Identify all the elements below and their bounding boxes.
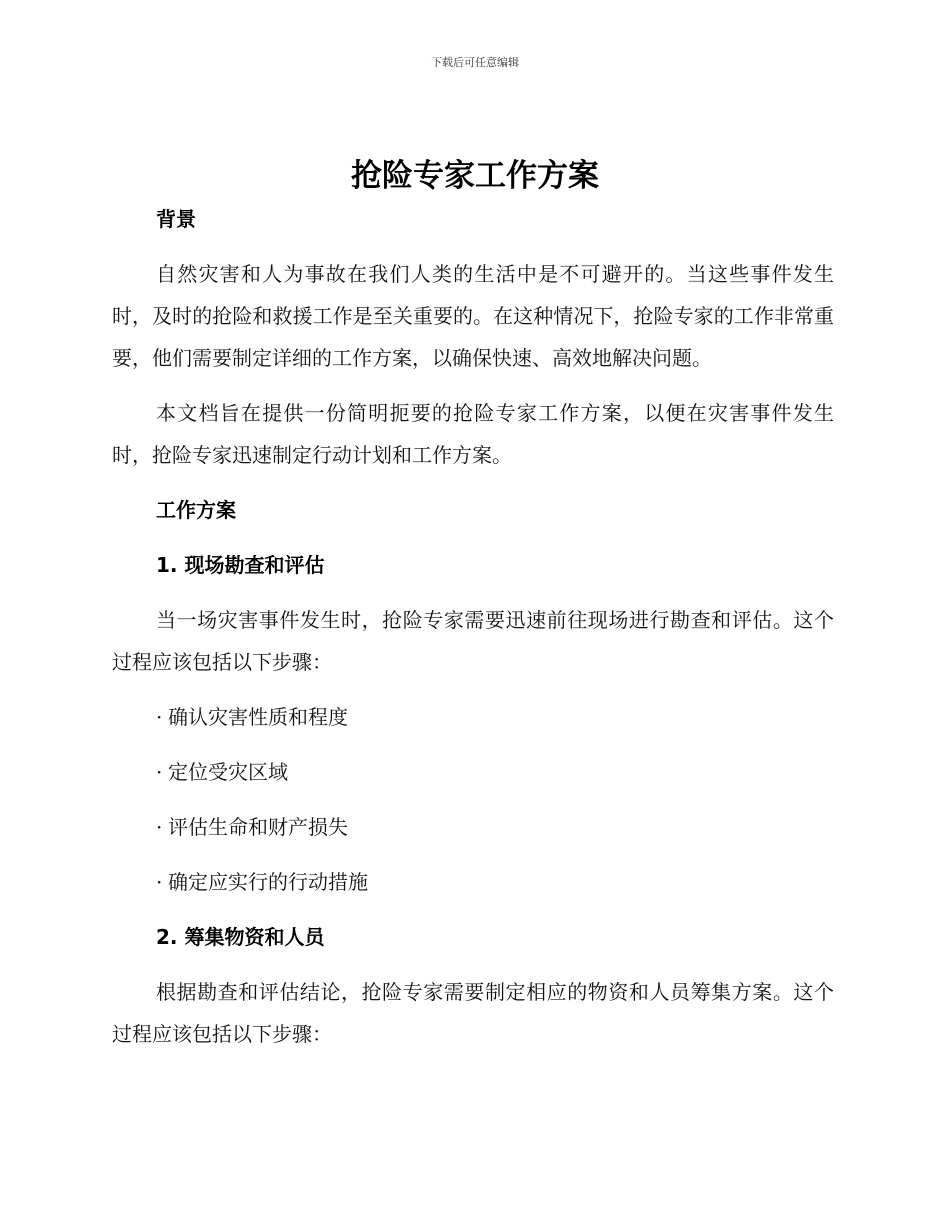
subsection-heading-survey: 1. 现场勘查和评估 <box>156 553 325 577</box>
section-heading-work-plan: 工作方案 <box>156 498 236 522</box>
section-heading-background: 背景 <box>156 207 196 231</box>
list-item <box>112 861 834 903</box>
paragraph-supplies: 根据勘查和评估结论，抢险专家需要制定相应的物资和人员筹集方案。这个过程应该包括以下步骤： <box>112 980 834 1046</box>
paragraph-survey: 当一场灾害事件发生时，抢险专家需要迅速前往现场进行勘查和评估。这个过程应该包括以下步骤： <box>112 608 834 674</box>
bullet-marker: · <box>156 760 163 784</box>
bullet-marker: · <box>156 815 163 839</box>
list-item <box>112 806 834 848</box>
list-item <box>112 751 834 793</box>
subsection-heading-supplies: 2. 筹集物资和人员 <box>156 925 325 949</box>
bullet-marker: · <box>156 870 163 894</box>
list-item-text: 确定应实行的行动措施 <box>168 870 368 894</box>
list-item-text: 评估生命和财产损失 <box>168 815 348 839</box>
list-item-text: 确认灾害性质和程度 <box>168 705 348 729</box>
header-note: 下载后可任意编辑 <box>431 56 519 69</box>
list-item <box>112 696 834 738</box>
paragraph-background-2: 本文档旨在提供一份简明扼要的抢险专家工作方案，以便在灾害事件发生时，抢险专家迅速制定行动计划和工作方案。 <box>112 401 834 467</box>
document-title: 抢险专家工作方案 <box>351 158 599 194</box>
document-body <box>112 198 834 1068</box>
list-item-text: 定位受灾区域 <box>168 760 288 784</box>
paragraph-background-1: 自然灾害和人为事故在我们人类的生活中是不可避开的。当这些事件发生时，及时的抢险和救援工作是至关重要的。在这种情况下，抢险专家的工作非常重要，他们需要制定详细的工作方案，以确保快速、高效地解决问题。 <box>112 262 834 370</box>
bullet-marker: · <box>156 705 163 729</box>
